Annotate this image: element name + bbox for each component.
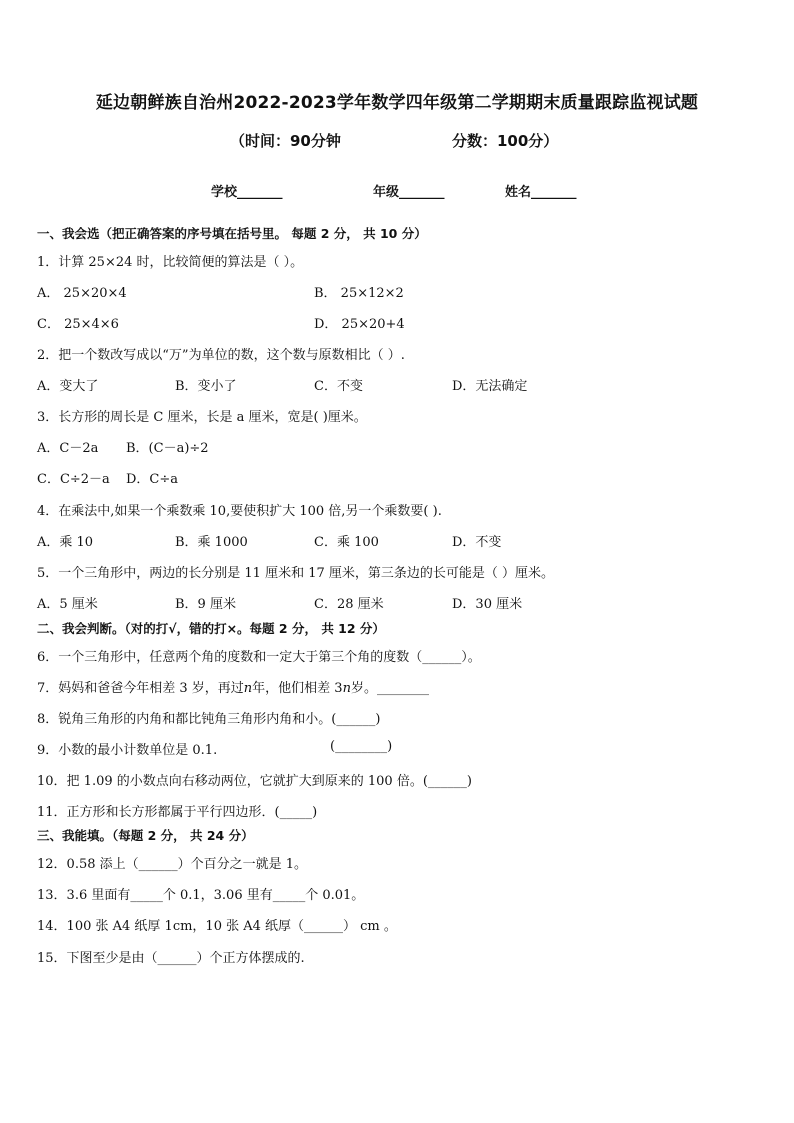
question-9: 9．小数的最小计数单位是 0.1. [37,743,218,758]
question-13: 13．3.6 里面有_____个 0.1，3.06 里有_____个 0.01。 [37,888,365,903]
q5-option-d: D．30 厘米 [452,597,523,612]
q2-option-d: D．无法确定 [452,379,528,394]
q2-option-a: A．变大了 [37,379,99,394]
name-field: 姓名_______ [505,185,577,200]
q2-option-c: C．不变 [314,379,363,394]
question-3: 3．长方形的周长是 C 厘米，长是 a 厘米，宽是( )厘米。 [37,410,367,425]
question-1: 1．计算 25×24 时，比较简便的算法是（ ）。 [37,255,304,270]
page-title: 延边朝鲜族自治州2022-2023学年数学四年级第二学期期末质量跟踪监视试题 [95,93,699,113]
q1-option-a: A． 25×20×4 [37,286,127,301]
question-14: 14．100 张 A4 纸厚 1cm，10 张 A4 纸厚（______） cm 。 [37,919,397,934]
question-11: 11．正方形和长方形都属于平行四边形．(_____) [37,805,318,820]
q5-option-a: A．5 厘米 [37,597,98,612]
section-heading-fill: 三、我能填。（每题 2 分， 共 24 分） [37,828,254,843]
question-12: 12．0.58 添上（______）个百分之一就是 1。 [37,857,308,872]
question-15: 15．下图至少是由（______）个正方体摆成的. [37,951,305,966]
q1-option-c: C． 25×4×6 [37,317,119,332]
question-8: 8．锐角三角形的内角和都比钝角三角形内角和小。(______) [37,712,381,727]
q2-option-b: B．变小了 [175,379,237,394]
q5-option-c: C．28 厘米 [314,597,384,612]
q4-option-c: C．乘 100 [314,535,379,550]
question-4: 4．在乘法中,如果一个乘数乘 10,要使积扩大 100 倍,另一个乘数要( ). [37,504,442,519]
question-9-blank: (________) [330,739,393,754]
question-6: 6．一个三角形中，任意两个角的度数和一定大于第三个角的度数（______）。 [37,650,481,665]
exam-time: （时间：90分钟 [230,132,341,150]
q3-option-b: B．(C－a)÷2 [126,441,209,456]
school-field: 学校_______ [211,185,283,200]
question-10: 10．把 1.09 的小数点向右移动两位，它就扩大到原来的 100 倍。(______) [37,774,472,789]
q3-option-c: C．C÷2－a [37,472,110,487]
q3-option-a: A．C－2a [37,441,99,456]
section-heading-choice: 一、我会选（把正确答案的序号填在括号里。 每题 2 分， 共 10 分） [37,226,427,241]
q4-option-a: A．乘 10 [37,535,94,550]
q1-option-b: B． 25×12×2 [314,286,404,301]
q3-option-d: D．C÷a [126,472,179,487]
question-2: 2．把一个数改写成以“万”为单位的数，这个数与原数相比（ ）. [37,348,405,363]
q5-option-b: B．9 厘米 [175,597,236,612]
exam-score: 分数：100分） [452,132,559,150]
q4-option-d: D．不变 [452,535,502,550]
grade-field: 年级_______ [373,185,445,200]
q1-option-d: D． 25×20+4 [314,317,405,332]
question-5: 5．一个三角形中，两边的长分别是 11 厘米和 17 厘米，第三条边的长可能是（ ）厘米。 [37,566,555,581]
q4-option-b: B．乘 1000 [175,535,248,550]
question-7: 7．妈妈和爸爸今年相差 3 岁，再过𝑛年，他们相差 3𝑛岁。________ [37,681,429,696]
section-heading-judge: 二、我会判断。（对的打√，错的打×。每题 2 分， 共 12 分） [37,621,385,636]
